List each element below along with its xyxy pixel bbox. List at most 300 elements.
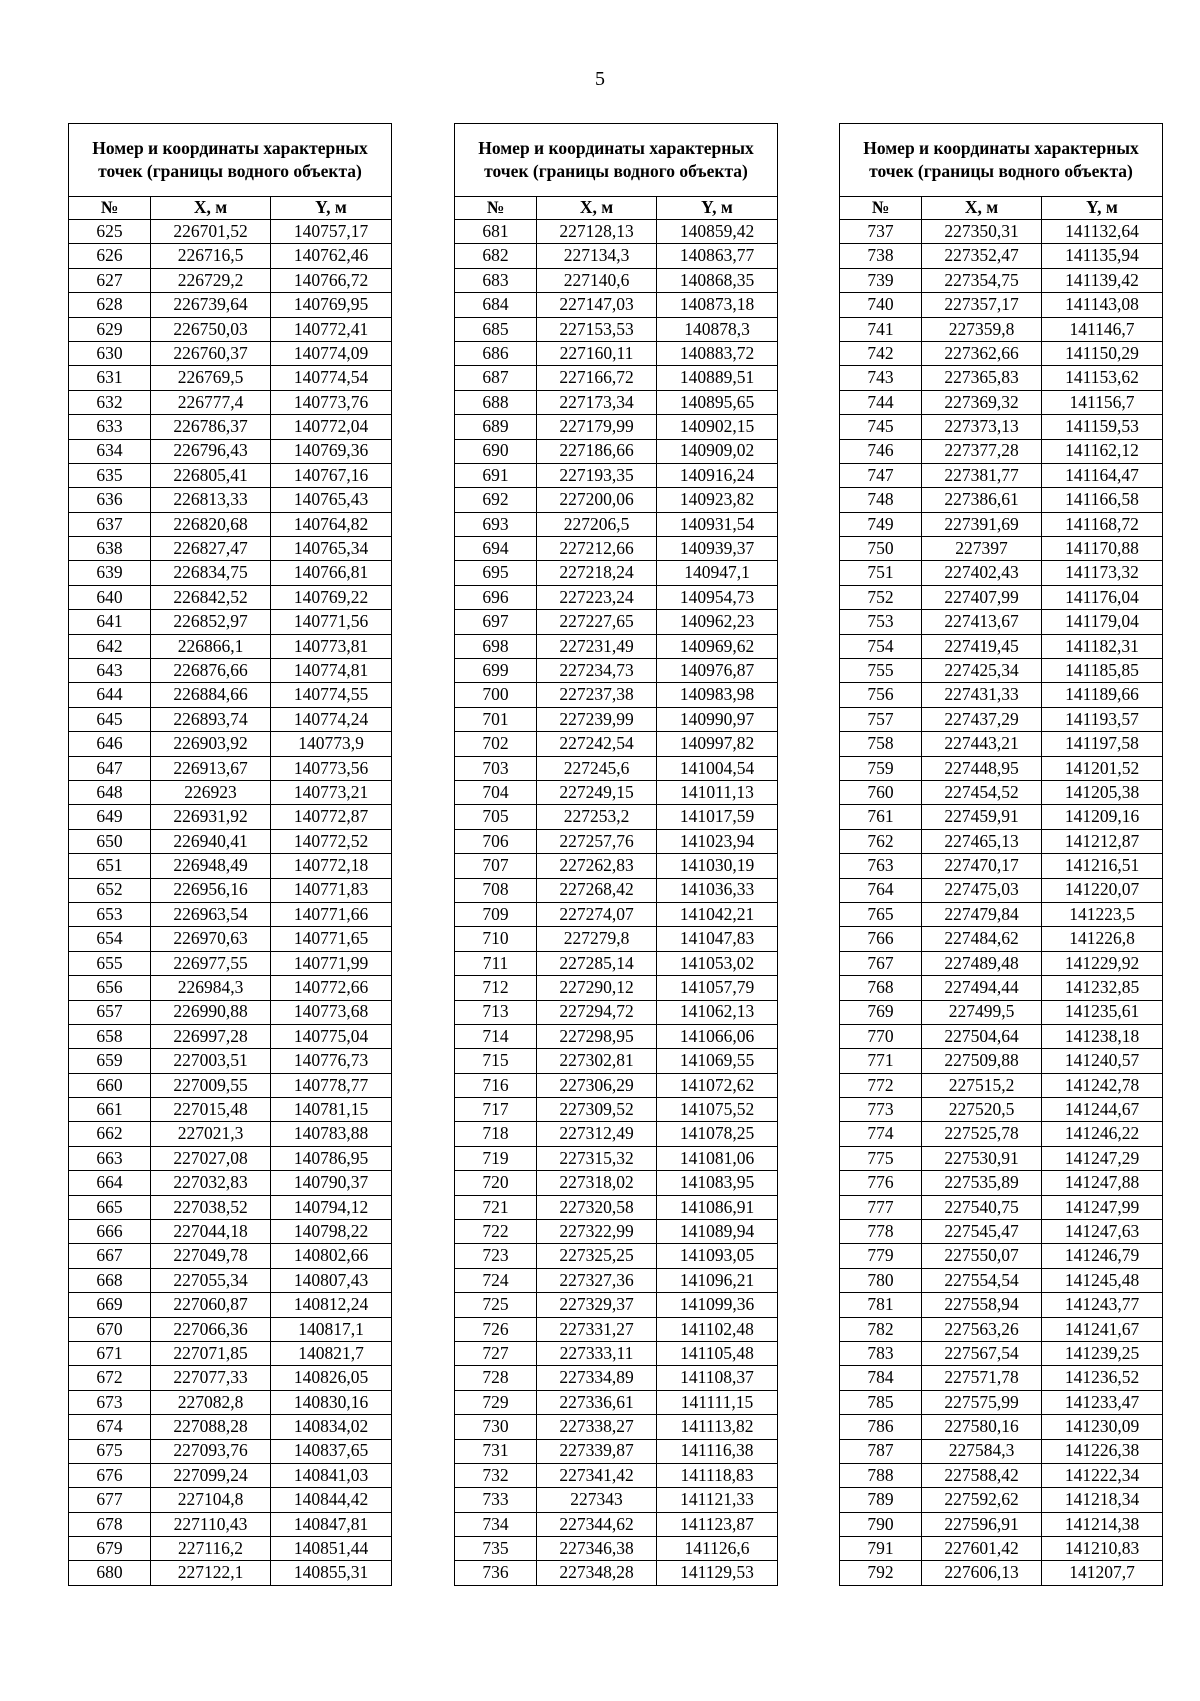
point-number-cell: 768 bbox=[840, 976, 922, 1000]
table-row bbox=[840, 1561, 1163, 1585]
y-coordinate-cell: 140771,66 bbox=[271, 902, 392, 926]
y-coordinate-cell: 141162,12 bbox=[1042, 439, 1163, 463]
point-number-cell: 683 bbox=[455, 268, 537, 292]
x-coordinate-cell: 227407,99 bbox=[922, 585, 1042, 609]
x-coordinate-cell: 227193,35 bbox=[537, 463, 657, 487]
table-row bbox=[840, 1195, 1163, 1219]
x-coordinate-cell: 226813,33 bbox=[151, 488, 271, 512]
point-number-cell: 734 bbox=[455, 1512, 537, 1536]
x-coordinate-cell: 227318,02 bbox=[537, 1171, 657, 1195]
table-row bbox=[69, 293, 392, 317]
page-number: 5 bbox=[595, 68, 605, 90]
x-coordinate-cell: 226729,2 bbox=[151, 268, 271, 292]
point-number-cell: 788 bbox=[840, 1463, 922, 1487]
x-coordinate-cell: 227110,43 bbox=[151, 1512, 271, 1536]
table-row bbox=[840, 1537, 1163, 1561]
y-coordinate-cell: 140767,16 bbox=[271, 463, 392, 487]
x-coordinate-cell: 226913,67 bbox=[151, 756, 271, 780]
x-coordinate-cell: 227055,34 bbox=[151, 1268, 271, 1292]
point-number-cell: 767 bbox=[840, 951, 922, 975]
table-row bbox=[840, 927, 1163, 951]
table-row bbox=[69, 488, 392, 512]
y-coordinate-cell: 140783,88 bbox=[271, 1122, 392, 1146]
x-coordinate-cell: 227413,67 bbox=[922, 610, 1042, 634]
table-row bbox=[69, 805, 392, 829]
y-coordinate-cell: 141086,91 bbox=[657, 1195, 778, 1219]
point-number-cell: 757 bbox=[840, 707, 922, 731]
table-row bbox=[840, 1122, 1163, 1146]
x-coordinate-cell: 227509,88 bbox=[922, 1049, 1042, 1073]
point-number-cell: 744 bbox=[840, 390, 922, 414]
table-row bbox=[69, 854, 392, 878]
point-number-cell: 675 bbox=[69, 1439, 151, 1463]
table-row bbox=[69, 1073, 392, 1097]
point-number-cell: 729 bbox=[455, 1390, 537, 1414]
x-coordinate-cell: 227459,91 bbox=[922, 805, 1042, 829]
table-row bbox=[69, 634, 392, 658]
table-row bbox=[69, 927, 392, 951]
x-coordinate-cell: 226796,43 bbox=[151, 439, 271, 463]
x-coordinate-cell: 227009,55 bbox=[151, 1073, 271, 1097]
table-row bbox=[840, 317, 1163, 341]
table-row bbox=[455, 756, 778, 780]
y-coordinate-cell: 140790,37 bbox=[271, 1171, 392, 1195]
point-number-cell: 691 bbox=[455, 463, 537, 487]
point-number-cell: 751 bbox=[840, 561, 922, 585]
point-number-cell: 626 bbox=[69, 244, 151, 268]
point-number-cell: 677 bbox=[69, 1488, 151, 1512]
point-number-cell: 643 bbox=[69, 659, 151, 683]
coordinates-table-2 bbox=[454, 123, 778, 1586]
column-header-number: № bbox=[455, 197, 537, 220]
x-coordinate-cell: 227088,28 bbox=[151, 1415, 271, 1439]
x-coordinate-cell: 227588,42 bbox=[922, 1463, 1042, 1487]
y-coordinate-cell: 140776,73 bbox=[271, 1049, 392, 1073]
point-number-cell: 756 bbox=[840, 683, 922, 707]
x-coordinate-cell: 227200,06 bbox=[537, 488, 657, 512]
point-number-cell: 631 bbox=[69, 366, 151, 390]
x-coordinate-cell: 227294,72 bbox=[537, 1000, 657, 1024]
point-number-cell: 680 bbox=[69, 1561, 151, 1585]
y-coordinate-cell: 140916,24 bbox=[657, 463, 778, 487]
x-coordinate-cell: 227239,99 bbox=[537, 707, 657, 731]
point-number-cell: 708 bbox=[455, 878, 537, 902]
table-row bbox=[455, 707, 778, 731]
y-coordinate-cell: 141118,83 bbox=[657, 1463, 778, 1487]
table-row bbox=[69, 1268, 392, 1292]
y-coordinate-cell: 141139,42 bbox=[1042, 268, 1163, 292]
y-coordinate-cell: 140883,72 bbox=[657, 341, 778, 365]
point-number-cell: 641 bbox=[69, 610, 151, 634]
table-row bbox=[455, 220, 778, 244]
y-coordinate-cell: 141189,66 bbox=[1042, 683, 1163, 707]
table-row bbox=[455, 854, 778, 878]
point-number-cell: 772 bbox=[840, 1073, 922, 1097]
table-row bbox=[69, 220, 392, 244]
x-coordinate-cell: 227027,08 bbox=[151, 1146, 271, 1170]
point-number-cell: 684 bbox=[455, 293, 537, 317]
x-coordinate-cell: 226842,52 bbox=[151, 585, 271, 609]
x-coordinate-cell: 226970,63 bbox=[151, 927, 271, 951]
y-coordinate-cell: 140778,77 bbox=[271, 1073, 392, 1097]
point-number-cell: 659 bbox=[69, 1049, 151, 1073]
table-row bbox=[840, 1366, 1163, 1390]
x-coordinate-cell: 227346,38 bbox=[537, 1537, 657, 1561]
x-coordinate-cell: 227212,66 bbox=[537, 537, 657, 561]
y-coordinate-cell: 140771,83 bbox=[271, 878, 392, 902]
table-row bbox=[840, 537, 1163, 561]
table-row bbox=[455, 1293, 778, 1317]
point-number-cell: 743 bbox=[840, 366, 922, 390]
table-row bbox=[69, 1512, 392, 1536]
y-coordinate-cell: 141132,64 bbox=[1042, 220, 1163, 244]
table-row bbox=[69, 1122, 392, 1146]
table-row bbox=[455, 951, 778, 975]
table-row bbox=[840, 1293, 1163, 1317]
table-body bbox=[455, 220, 778, 1586]
table-row bbox=[69, 659, 392, 683]
y-coordinate-cell: 141159,53 bbox=[1042, 415, 1163, 439]
table-row bbox=[455, 1220, 778, 1244]
point-number-cell: 754 bbox=[840, 634, 922, 658]
table-row bbox=[69, 829, 392, 853]
x-coordinate-cell: 226940,41 bbox=[151, 829, 271, 853]
x-coordinate-cell: 227359,8 bbox=[922, 317, 1042, 341]
y-coordinate-cell: 141220,07 bbox=[1042, 878, 1163, 902]
x-coordinate-cell: 226948,49 bbox=[151, 854, 271, 878]
table-row bbox=[69, 1537, 392, 1561]
point-number-cell: 759 bbox=[840, 756, 922, 780]
point-number-cell: 722 bbox=[455, 1220, 537, 1244]
x-coordinate-cell: 227082,8 bbox=[151, 1390, 271, 1414]
x-coordinate-cell: 226777,4 bbox=[151, 390, 271, 414]
y-coordinate-cell: 141150,29 bbox=[1042, 341, 1163, 365]
x-coordinate-cell: 227535,89 bbox=[922, 1171, 1042, 1195]
y-coordinate-cell: 141116,38 bbox=[657, 1439, 778, 1463]
point-number-cell: 645 bbox=[69, 707, 151, 731]
table-row bbox=[455, 659, 778, 683]
table-row bbox=[69, 1146, 392, 1170]
y-coordinate-cell: 141121,33 bbox=[657, 1488, 778, 1512]
y-coordinate-cell: 140771,56 bbox=[271, 610, 392, 634]
x-coordinate-cell: 227592,62 bbox=[922, 1488, 1042, 1512]
table-row bbox=[69, 317, 392, 341]
y-coordinate-cell: 141241,67 bbox=[1042, 1317, 1163, 1341]
point-number-cell: 682 bbox=[455, 244, 537, 268]
x-coordinate-cell: 227218,24 bbox=[537, 561, 657, 585]
column-header-number: № bbox=[69, 197, 151, 220]
y-coordinate-cell: 140997,82 bbox=[657, 732, 778, 756]
point-number-cell: 715 bbox=[455, 1049, 537, 1073]
y-coordinate-cell: 141030,19 bbox=[657, 854, 778, 878]
x-coordinate-cell: 227397 bbox=[922, 537, 1042, 561]
point-number-cell: 662 bbox=[69, 1122, 151, 1146]
table-row bbox=[455, 1122, 778, 1146]
point-number-cell: 673 bbox=[69, 1390, 151, 1414]
table-row bbox=[840, 1146, 1163, 1170]
x-coordinate-cell: 227234,73 bbox=[537, 659, 657, 683]
table-row bbox=[840, 1000, 1163, 1024]
y-coordinate-cell: 141042,21 bbox=[657, 902, 778, 926]
y-coordinate-cell: 140773,68 bbox=[271, 1000, 392, 1024]
table-row bbox=[840, 780, 1163, 804]
x-coordinate-cell: 227343 bbox=[537, 1488, 657, 1512]
x-coordinate-cell: 227160,11 bbox=[537, 341, 657, 365]
x-coordinate-cell: 227484,62 bbox=[922, 927, 1042, 951]
table-row bbox=[455, 780, 778, 804]
x-coordinate-cell: 227454,52 bbox=[922, 780, 1042, 804]
table-row bbox=[69, 244, 392, 268]
table-row bbox=[455, 585, 778, 609]
table-row bbox=[69, 1463, 392, 1487]
point-number-cell: 786 bbox=[840, 1415, 922, 1439]
table-row bbox=[455, 415, 778, 439]
y-coordinate-cell: 140774,81 bbox=[271, 659, 392, 683]
table-row bbox=[840, 1415, 1163, 1439]
y-coordinate-cell: 140773,9 bbox=[271, 732, 392, 756]
point-number-cell: 781 bbox=[840, 1293, 922, 1317]
x-coordinate-cell: 227479,84 bbox=[922, 902, 1042, 926]
table-row bbox=[455, 927, 778, 951]
point-number-cell: 790 bbox=[840, 1512, 922, 1536]
table-row bbox=[455, 1537, 778, 1561]
y-coordinate-cell: 140765,34 bbox=[271, 537, 392, 561]
y-coordinate-cell: 141083,95 bbox=[657, 1171, 778, 1195]
y-coordinate-cell: 140772,04 bbox=[271, 415, 392, 439]
point-number-cell: 694 bbox=[455, 537, 537, 561]
y-coordinate-cell: 141218,34 bbox=[1042, 1488, 1163, 1512]
y-coordinate-cell: 140774,09 bbox=[271, 341, 392, 365]
table-caption: Номер и координаты характерных точек (границы водного объекта) bbox=[840, 124, 1163, 197]
x-coordinate-cell: 227402,43 bbox=[922, 561, 1042, 585]
point-number-cell: 652 bbox=[69, 878, 151, 902]
point-number-cell: 707 bbox=[455, 854, 537, 878]
x-coordinate-cell: 227567,54 bbox=[922, 1341, 1042, 1365]
y-coordinate-cell: 141238,18 bbox=[1042, 1024, 1163, 1048]
y-coordinate-cell: 141053,02 bbox=[657, 951, 778, 975]
x-coordinate-cell: 227306,29 bbox=[537, 1073, 657, 1097]
x-coordinate-cell: 227093,76 bbox=[151, 1439, 271, 1463]
table-row bbox=[455, 293, 778, 317]
y-coordinate-cell: 140902,15 bbox=[657, 415, 778, 439]
y-coordinate-cell: 141105,48 bbox=[657, 1341, 778, 1365]
point-number-cell: 696 bbox=[455, 585, 537, 609]
table-row bbox=[840, 610, 1163, 634]
table-row bbox=[840, 976, 1163, 1000]
y-coordinate-cell: 140863,77 bbox=[657, 244, 778, 268]
y-coordinate-cell: 141247,88 bbox=[1042, 1171, 1163, 1195]
table-row bbox=[69, 390, 392, 414]
point-number-cell: 646 bbox=[69, 732, 151, 756]
table-row bbox=[840, 366, 1163, 390]
x-coordinate-cell: 227325,25 bbox=[537, 1244, 657, 1268]
y-coordinate-cell: 141247,99 bbox=[1042, 1195, 1163, 1219]
point-number-cell: 688 bbox=[455, 390, 537, 414]
x-coordinate-cell: 227357,17 bbox=[922, 293, 1042, 317]
x-coordinate-cell: 227425,34 bbox=[922, 659, 1042, 683]
y-coordinate-cell: 140983,98 bbox=[657, 683, 778, 707]
table-row bbox=[455, 1244, 778, 1268]
point-number-cell: 637 bbox=[69, 512, 151, 536]
point-number-cell: 750 bbox=[840, 537, 922, 561]
y-coordinate-cell: 140909,02 bbox=[657, 439, 778, 463]
point-number-cell: 761 bbox=[840, 805, 922, 829]
point-number-cell: 739 bbox=[840, 268, 922, 292]
table-row bbox=[840, 732, 1163, 756]
x-coordinate-cell: 227530,91 bbox=[922, 1146, 1042, 1170]
x-coordinate-cell: 227465,13 bbox=[922, 829, 1042, 853]
table-row bbox=[69, 1244, 392, 1268]
point-number-cell: 670 bbox=[69, 1317, 151, 1341]
x-coordinate-cell: 227341,42 bbox=[537, 1463, 657, 1487]
x-coordinate-cell: 227166,72 bbox=[537, 366, 657, 390]
point-number-cell: 731 bbox=[455, 1439, 537, 1463]
point-number-cell: 725 bbox=[455, 1293, 537, 1317]
y-coordinate-cell: 141193,57 bbox=[1042, 707, 1163, 731]
table-row bbox=[840, 756, 1163, 780]
x-coordinate-cell: 226956,16 bbox=[151, 878, 271, 902]
x-coordinate-cell: 227071,85 bbox=[151, 1341, 271, 1365]
y-coordinate-cell: 140851,44 bbox=[271, 1537, 392, 1561]
point-number-cell: 668 bbox=[69, 1268, 151, 1292]
point-number-cell: 681 bbox=[455, 220, 537, 244]
y-coordinate-cell: 140774,55 bbox=[271, 683, 392, 707]
point-number-cell: 628 bbox=[69, 293, 151, 317]
point-number-cell: 648 bbox=[69, 780, 151, 804]
table-row bbox=[69, 537, 392, 561]
table-row bbox=[840, 268, 1163, 292]
table-row bbox=[69, 1171, 392, 1195]
point-number-cell: 655 bbox=[69, 951, 151, 975]
y-coordinate-cell: 141182,31 bbox=[1042, 634, 1163, 658]
point-number-cell: 774 bbox=[840, 1122, 922, 1146]
x-coordinate-cell: 227550,07 bbox=[922, 1244, 1042, 1268]
point-number-cell: 724 bbox=[455, 1268, 537, 1292]
point-number-cell: 749 bbox=[840, 512, 922, 536]
table-row bbox=[840, 1439, 1163, 1463]
x-coordinate-cell: 227339,87 bbox=[537, 1439, 657, 1463]
y-coordinate-cell: 140798,22 bbox=[271, 1220, 392, 1244]
x-coordinate-cell: 226997,28 bbox=[151, 1024, 271, 1048]
y-coordinate-cell: 140855,31 bbox=[271, 1561, 392, 1585]
x-coordinate-cell: 227285,14 bbox=[537, 951, 657, 975]
x-coordinate-cell: 227525,78 bbox=[922, 1122, 1042, 1146]
y-coordinate-cell: 140990,97 bbox=[657, 707, 778, 731]
x-coordinate-cell: 227515,2 bbox=[922, 1073, 1042, 1097]
table-row bbox=[69, 1439, 392, 1463]
point-number-cell: 693 bbox=[455, 512, 537, 536]
point-number-cell: 740 bbox=[840, 293, 922, 317]
point-number-cell: 638 bbox=[69, 537, 151, 561]
point-number-cell: 640 bbox=[69, 585, 151, 609]
point-number-cell: 723 bbox=[455, 1244, 537, 1268]
table-row bbox=[840, 951, 1163, 975]
x-coordinate-cell: 227173,34 bbox=[537, 390, 657, 414]
y-coordinate-cell: 141176,04 bbox=[1042, 585, 1163, 609]
point-number-cell: 770 bbox=[840, 1024, 922, 1048]
table-row bbox=[455, 1171, 778, 1195]
point-number-cell: 717 bbox=[455, 1098, 537, 1122]
table-caption: Номер и координаты характерных точек (границы водного объекта) bbox=[455, 124, 778, 197]
y-coordinate-cell: 140889,51 bbox=[657, 366, 778, 390]
y-coordinate-cell: 140766,81 bbox=[271, 561, 392, 585]
y-coordinate-cell: 141011,13 bbox=[657, 780, 778, 804]
x-coordinate-cell: 226820,68 bbox=[151, 512, 271, 536]
y-coordinate-cell: 141236,52 bbox=[1042, 1366, 1163, 1390]
y-coordinate-cell: 141072,62 bbox=[657, 1073, 778, 1097]
x-coordinate-cell: 227242,54 bbox=[537, 732, 657, 756]
y-coordinate-cell: 141096,21 bbox=[657, 1268, 778, 1292]
x-coordinate-cell: 226786,37 bbox=[151, 415, 271, 439]
table-row bbox=[840, 463, 1163, 487]
x-coordinate-cell: 227373,13 bbox=[922, 415, 1042, 439]
y-coordinate-cell: 140859,42 bbox=[657, 220, 778, 244]
point-number-cell: 692 bbox=[455, 488, 537, 512]
table-row bbox=[69, 268, 392, 292]
column-header-x: X, м bbox=[151, 197, 271, 220]
y-coordinate-cell: 140772,18 bbox=[271, 854, 392, 878]
y-coordinate-cell: 141146,7 bbox=[1042, 317, 1163, 341]
point-number-cell: 644 bbox=[69, 683, 151, 707]
y-coordinate-cell: 141244,67 bbox=[1042, 1098, 1163, 1122]
point-number-cell: 763 bbox=[840, 854, 922, 878]
x-coordinate-cell: 227060,87 bbox=[151, 1293, 271, 1317]
y-coordinate-cell: 141201,52 bbox=[1042, 756, 1163, 780]
table-body bbox=[840, 220, 1163, 1586]
x-coordinate-cell: 226977,55 bbox=[151, 951, 271, 975]
column-header-y: Y, м bbox=[1042, 197, 1163, 220]
table-row bbox=[455, 366, 778, 390]
point-number-cell: 671 bbox=[69, 1341, 151, 1365]
x-coordinate-cell: 227540,75 bbox=[922, 1195, 1042, 1219]
x-coordinate-cell: 226876,66 bbox=[151, 659, 271, 683]
y-coordinate-cell: 140962,23 bbox=[657, 610, 778, 634]
x-coordinate-cell: 226866,1 bbox=[151, 634, 271, 658]
table-row bbox=[455, 732, 778, 756]
y-coordinate-cell: 140757,17 bbox=[271, 220, 392, 244]
y-coordinate-cell: 141075,52 bbox=[657, 1098, 778, 1122]
x-coordinate-cell: 227431,33 bbox=[922, 683, 1042, 707]
x-coordinate-cell: 227302,81 bbox=[537, 1049, 657, 1073]
coordinates-table-3 bbox=[839, 123, 1163, 1586]
point-number-cell: 785 bbox=[840, 1390, 922, 1414]
point-number-cell: 649 bbox=[69, 805, 151, 829]
table-row bbox=[69, 1341, 392, 1365]
table-row bbox=[69, 1049, 392, 1073]
y-coordinate-cell: 141023,94 bbox=[657, 829, 778, 853]
x-coordinate-cell: 227362,66 bbox=[922, 341, 1042, 365]
x-coordinate-cell: 227116,2 bbox=[151, 1537, 271, 1561]
table-row bbox=[69, 1317, 392, 1341]
table-row bbox=[69, 561, 392, 585]
x-coordinate-cell: 227077,33 bbox=[151, 1366, 271, 1390]
point-number-cell: 784 bbox=[840, 1366, 922, 1390]
point-number-cell: 775 bbox=[840, 1146, 922, 1170]
y-coordinate-cell: 141173,32 bbox=[1042, 561, 1163, 585]
table-row bbox=[840, 683, 1163, 707]
x-coordinate-cell: 227206,5 bbox=[537, 512, 657, 536]
table-row bbox=[840, 1220, 1163, 1244]
table-row bbox=[455, 512, 778, 536]
x-coordinate-cell: 227038,52 bbox=[151, 1195, 271, 1219]
table-row bbox=[840, 854, 1163, 878]
x-coordinate-cell: 227333,11 bbox=[537, 1341, 657, 1365]
table-row bbox=[455, 1439, 778, 1463]
table-body bbox=[69, 220, 392, 1586]
x-coordinate-cell: 227032,83 bbox=[151, 1171, 271, 1195]
point-number-cell: 773 bbox=[840, 1098, 922, 1122]
x-coordinate-cell: 227279,8 bbox=[537, 927, 657, 951]
